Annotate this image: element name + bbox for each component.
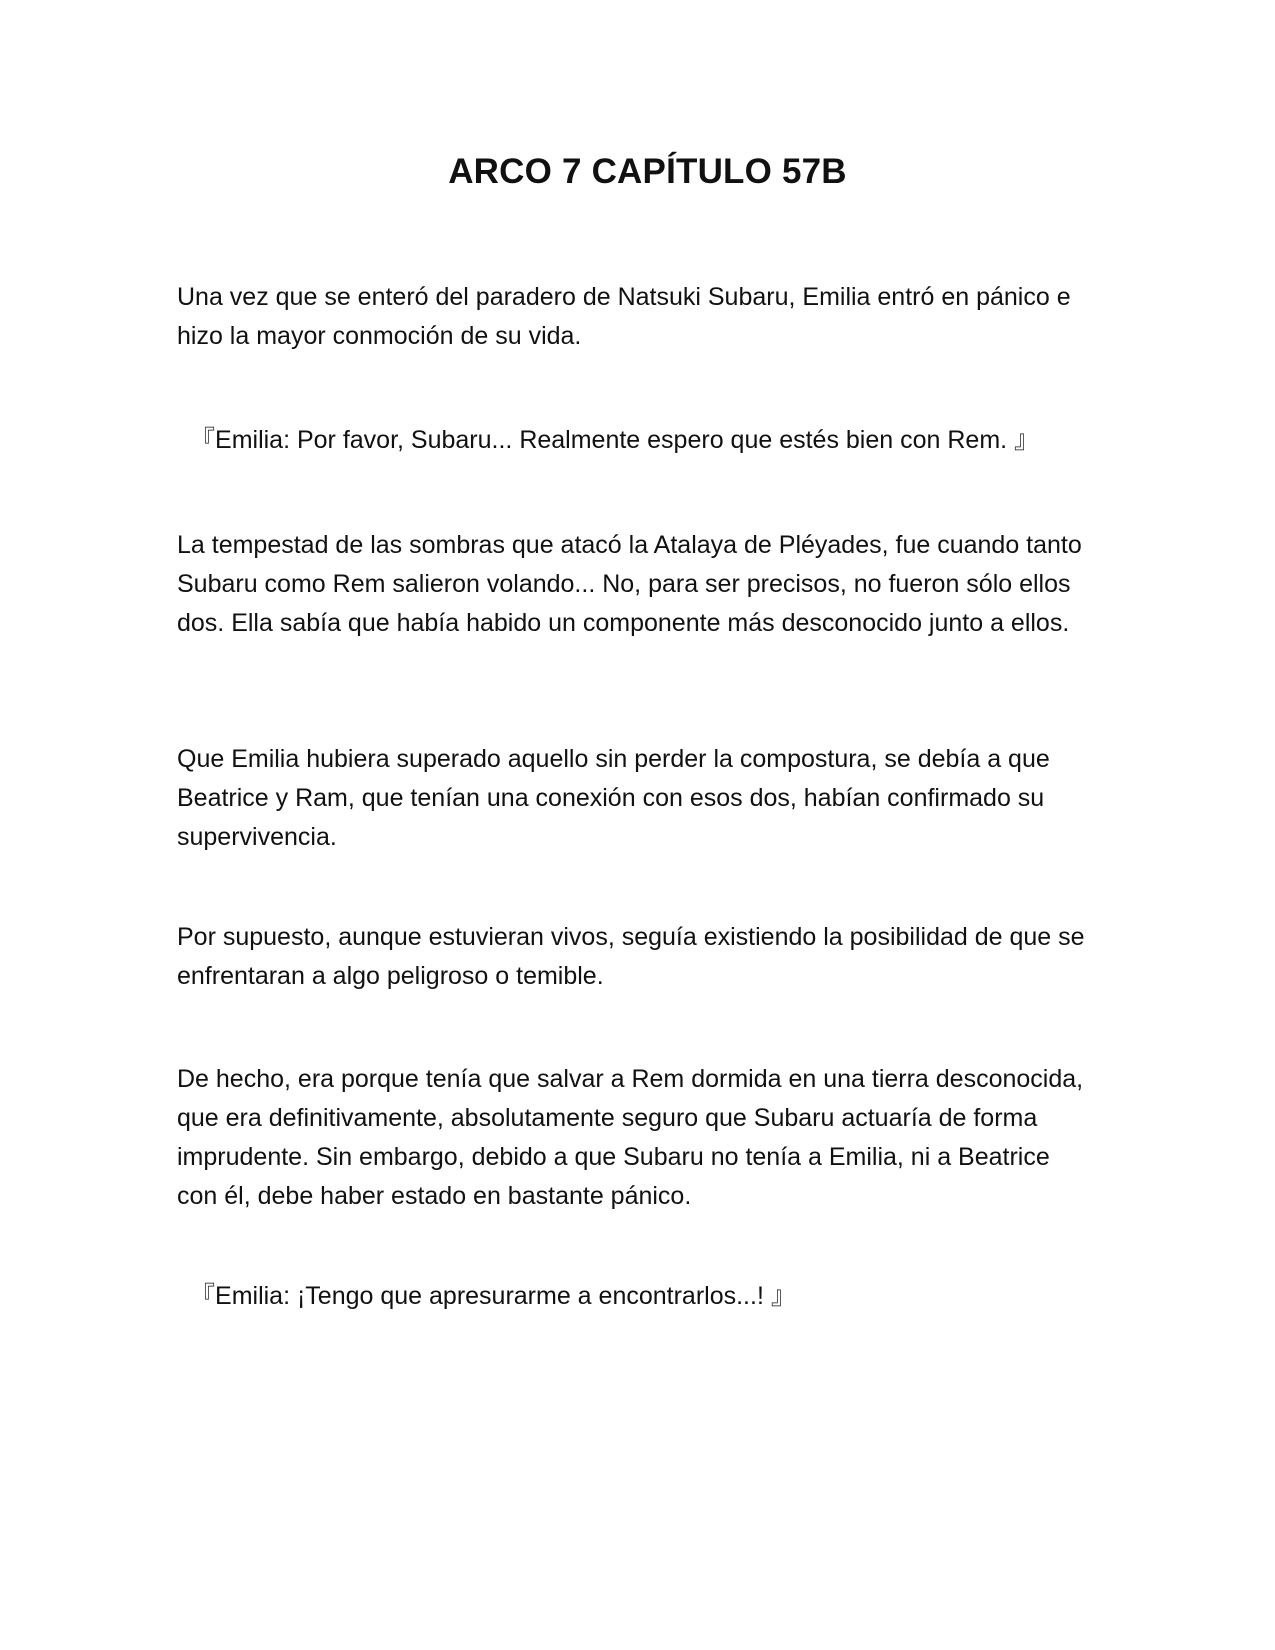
dialogue-close-bracket: 』 <box>770 1281 796 1310</box>
dialogue-text: Emilia: ¡Tengo que apresurarme a encontrarlos...! <box>215 1282 764 1310</box>
dialogue-2 <box>190 1276 1110 1316</box>
dialogue-1 <box>190 420 1110 460</box>
page-title: ARCO 7 CAPÍTULO 57B <box>448 152 847 191</box>
dialogue-text: Emilia: Por favor, Subaru... Realmente espero que estés bien con Rem. <box>215 426 1008 454</box>
paragraph-2: La tempestad de las sombras que atacó la Atalaya de Pléyades, fue cuando tanto Subaru como Rem salieron volando... No, para ser precisos, no fueron sólo ellos dos. Ella sabía que había habido un componente más desconocido junto a ellos. <box>177 531 1082 637</box>
paragraph-4: Por supuesto, aunque estuvieran vivos, seguía existiendo la posibilidad de que se enfrentaran a algo peligroso o temible. <box>177 923 1085 990</box>
dialogue-close-bracket: 』 <box>1014 425 1040 454</box>
paragraph-1: Una vez que se enteró del paradero de Natsuki Subaru, Emilia entró en pánico e hizo la mayor conmoción de su vida. <box>177 283 1071 350</box>
paragraph-5: De hecho, era porque tenía que salvar a Rem dormida en una tierra desconocida, que era definitivamente, absolutamente seguro que Subaru actuaría de forma imprudente. Sin embargo, debido a que Subaru no tenía a Emilia, ni a Beatrice con él, debe haber estado en bastante pánico. <box>177 1065 1084 1210</box>
paragraph-3: Que Emilia hubiera superado aquello sin perder la compostura, se debía a que Beatrice y Ram, que tenían una conexión con esos dos, habían confirmado su supervivencia. <box>177 745 1050 851</box>
dialogue-open-bracket: 『 <box>190 425 216 454</box>
dialogue-open-bracket: 『 <box>190 1281 216 1310</box>
